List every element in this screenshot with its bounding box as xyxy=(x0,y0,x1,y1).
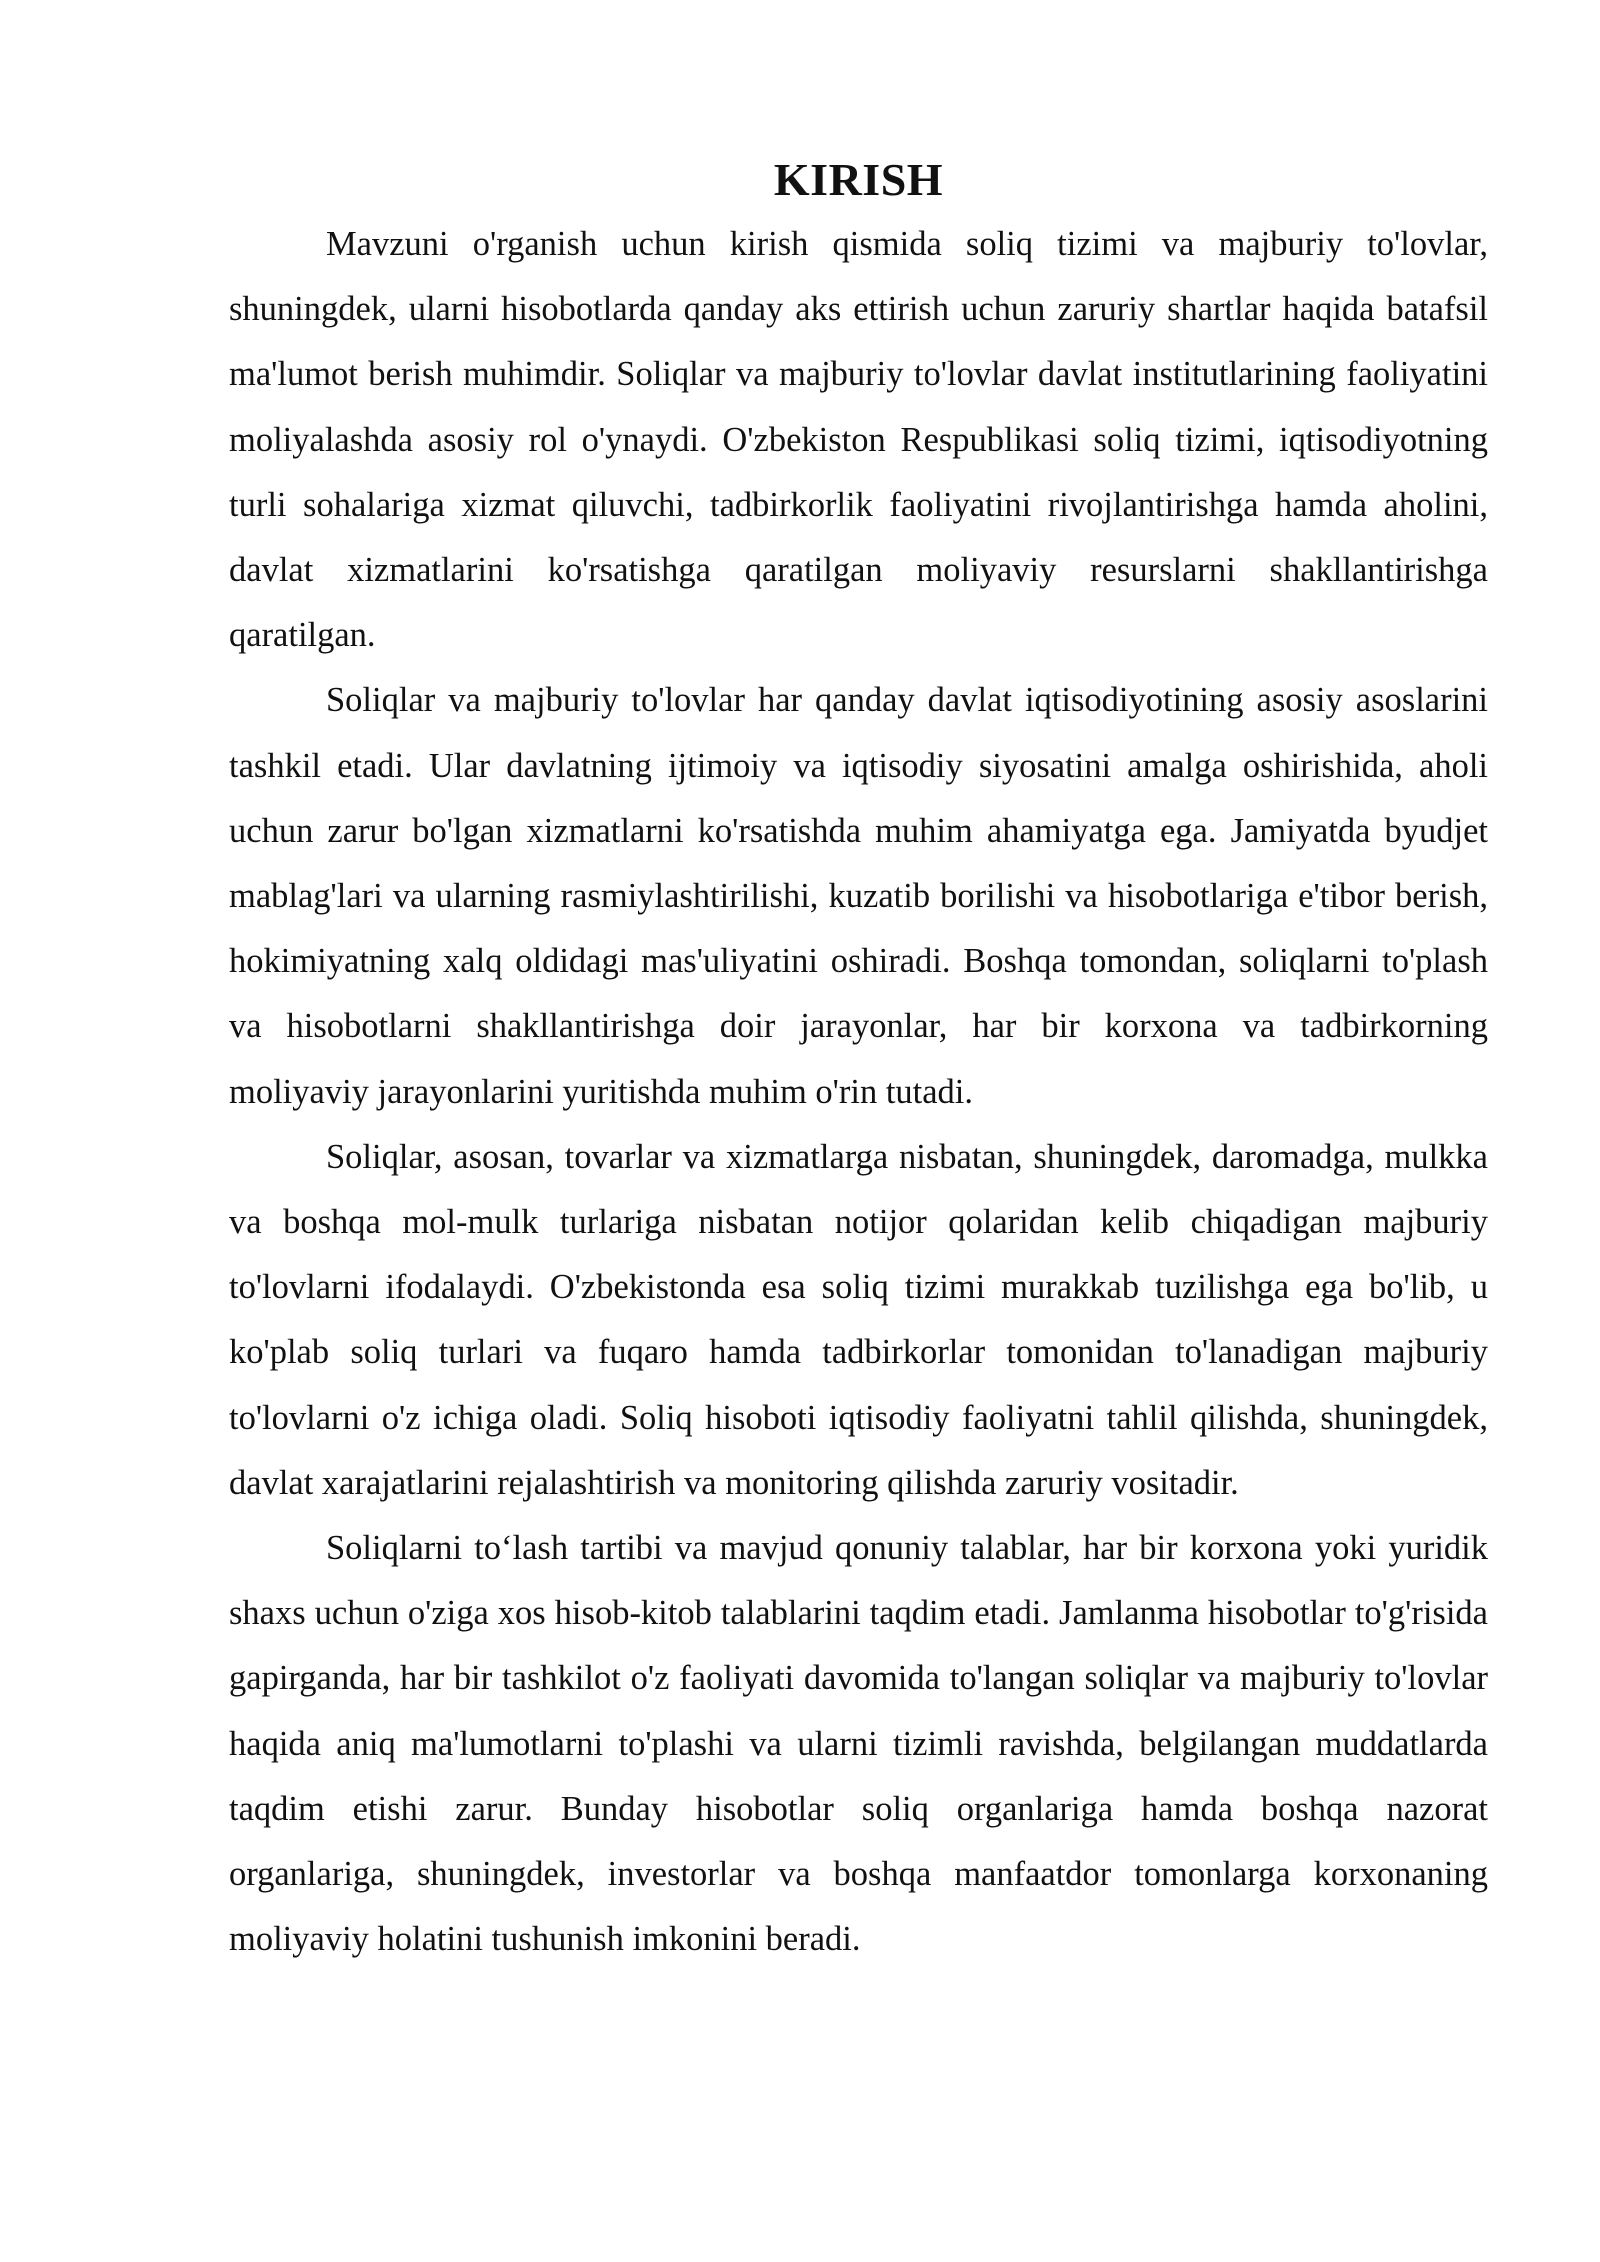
page-title: KIRISH xyxy=(773,154,944,205)
paragraph-4: Soliqlarni to‘lash tartibi va mavjud qonuniy talablar, har bir korxona yoki yuridik shaxs uchun o'ziga xos hisob-kitob talablarini taqdim etadi. Jamlanma hisobotlar to'g'risida gapirganda, har bir tashkilot o'z faoliyati davomida to'langan soliqlar va majburiy to'lovlar haqida aniq ma'lumotlarni to'plashi va ularni tizimli ravishda, belgilangan muddatlarda taqdim etishi zarur. Bunday hisobotlar soliq organlariga hamda boshqa nazorat organlariga, shuningdek, investorlar va boshqa manfaatdor tomonlarga korxonaning moliyaviy holatini tushunish imkonini beradi. xyxy=(229,1529,1488,1959)
paragraph-2: Soliqlar va majburiy to'lovlar har qanday davlat iqtisodiyotining asosiy asoslarini tashkil etadi. Ular davlatning ijtimoiy va iqtisodiy siyosatini amalga oshirishida, aholi uchun zarur bo'lgan xizmatlarni ko'rsatishda muhim ahamiyatga ega. Jamiyatda byudjet mablag'lari va ularning rasmiylashtirilishi, kuzatib borilishi va hisobotlariga e'tibor berish, hokimiyatning xalq oldidagi mas'uliyatini oshiradi. Boshqa tomondan, soliqlarni to'plash va hisobotlarni shakllantirishga doir jarayonlar, har bir korxona va tadbirkorning moliyaviy jarayonlarini yuritishda muhim o'rin tutadi. xyxy=(229,681,1488,1111)
paragraph-3: Soliqlar, asosan, tovarlar va xizmatlarga nisbatan, shuningdek, daromadga, mulkka va boshqa mol-mulk turlariga nisbatan notijor qolaridan kelib chiqadigan majburiy to'lovlarni ifodalaydi. O'zbekistonda esa soliq tizimi murakkab tuzilishga ega bo'lib, u ko'plab soliq turlari va fuqaro hamda tadbirkorlar tomonidan to'lanadigan majburiy to'lovlarni o'z ichiga oladi. Soliq hisoboti iqtisodiy faoliyatni tahlil qilishda, shuningdek, davlat xarajatlarini rejalashtirish va monitoring qilishda zaruriy vositadir. xyxy=(229,1137,1488,1502)
paragraph-1: Mavzuni o'rganish uchun kirish qismida soliq tizimi va majburiy to'lovlar, shuningdek, ularni hisobotlarda qanday aks ettirish uchun zaruriy shartlar haqida batafsil ma'lumot berish muhimdir. Soliqlar va majburiy to'lovlar davlat institutlarining faoliyatini moliyalashda asosiy rol o'ynaydi. O'zbekiston Respublikasi soliq tizimi, iqtisodiyotning turli sohalariga xizmat qiluvchi, tadbirkorlik faoliyatini rivojlantirishga hamda aholini, davlat xizmatlarini ko'rsatishga qaratilgan moliyaviy resurslarni shakllantirishga qaratilgan. xyxy=(229,225,1488,655)
